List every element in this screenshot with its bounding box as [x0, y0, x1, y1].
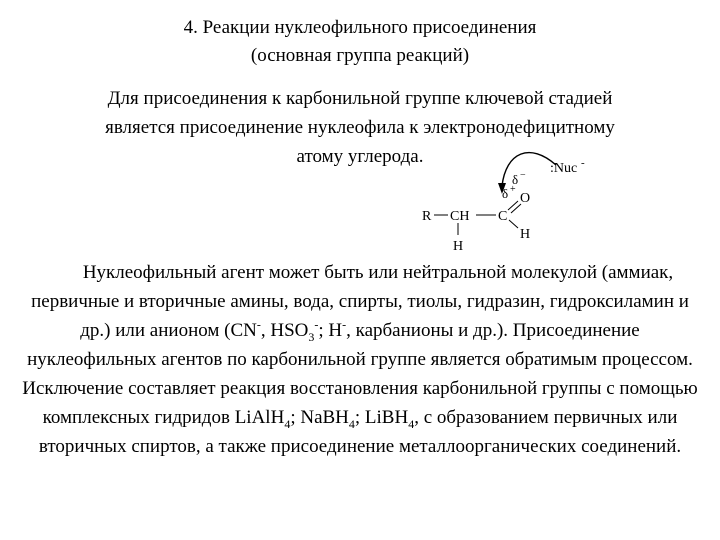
- nucleophile-charge: -: [581, 157, 585, 169]
- atom-r: R: [422, 209, 432, 224]
- atom-c: C: [498, 209, 508, 224]
- atom-o: O: [520, 191, 531, 206]
- libh4-subscript: 4: [408, 416, 415, 431]
- delta-plus-label: δ: [502, 186, 509, 201]
- para2-text-5: ; NaBH: [290, 407, 349, 428]
- hso-subscript: 3: [308, 329, 315, 344]
- atom-h-left: H: [453, 239, 464, 254]
- hso-charge: -: [314, 317, 319, 332]
- para2-text-3: ; H: [318, 320, 343, 341]
- bond-c-h: [509, 220, 518, 228]
- intro-line2: является присоединение нуклеофила к электронодефицитному: [105, 117, 615, 138]
- main-paragraph: [14, 258, 706, 461]
- carbonyl-addition-scheme: [410, 140, 610, 260]
- cn-charge: -: [256, 317, 261, 332]
- delta-minus-sign: −: [520, 170, 526, 181]
- slide-title-line2: (основная группа реакций): [250, 45, 470, 66]
- para2-text-4: , карбанионы и др.). Присоединение нуклеофильных агентов по карбонильной группе является обратимым процессом. Исключение составляет реакция восстановления карбонильной группы с помощью комплексных гидридов LiAlH: [22, 320, 698, 428]
- intro-line3: атому углерода.: [296, 146, 424, 167]
- para2-text-6: ; LiBH: [354, 407, 409, 428]
- para2-text-2: , HSO: [260, 320, 309, 341]
- nucleophile-label: :Nuc: [550, 161, 578, 176]
- nabh4-subscript: 4: [348, 416, 355, 431]
- h-charge: -: [342, 317, 347, 332]
- para2-text-7: , с образованием первичных или вторичных спиртов, а также присоединение металлоорганических соединений.: [38, 407, 682, 457]
- atom-h-right: H: [520, 227, 531, 242]
- atom-ch: CH: [450, 209, 470, 224]
- para2-text-1: Нуклеофильный агент может быть или нейтральной молекулой (аммиак, первичные и вторичные амины, вода, спирты, тиолы, гидразин, гидроксиламин и др.) или анионом (CN: [31, 262, 689, 341]
- lialh4-subscript: 4: [284, 416, 291, 431]
- curved-arrow: [502, 153, 556, 186]
- delta-minus-label: δ: [512, 172, 519, 187]
- delta-plus-sign: +: [510, 184, 516, 195]
- intro-line1: Для присоединения к карбонильной группе ключевой стадией: [107, 88, 613, 109]
- slide-title-line1: 4. Реакции нуклеофильного присоединения: [183, 17, 537, 38]
